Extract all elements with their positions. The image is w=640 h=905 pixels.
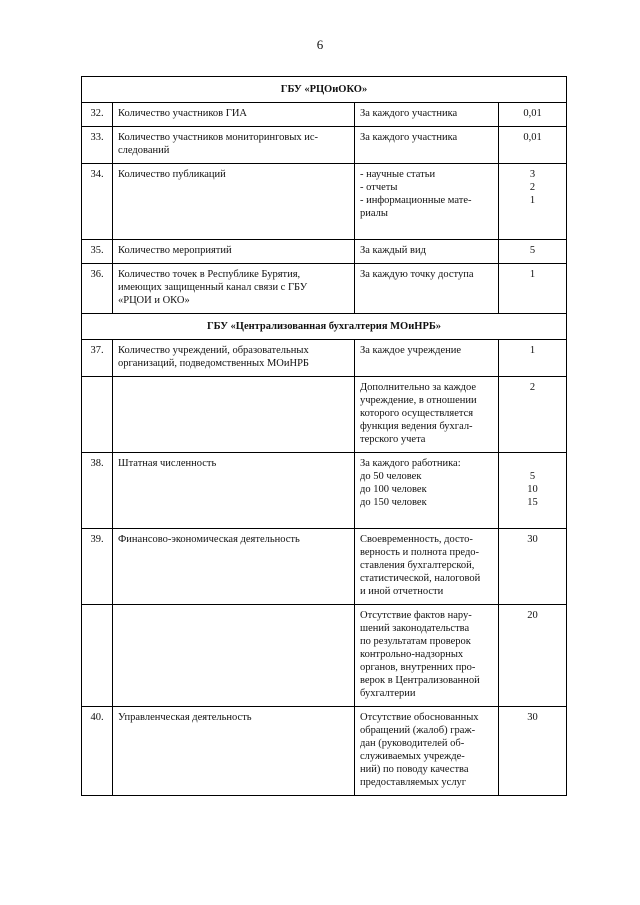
section-title: ГБУ «РЦОиОКО» — [82, 77, 567, 103]
row-number: 35. — [82, 240, 113, 264]
points-cell-line: 30 — [527, 712, 538, 723]
criteria-cell-line: статистической, налоговой — [360, 573, 481, 584]
criteria-cell-line: За каждый вид — [360, 245, 426, 256]
criteria-cell-line: служиваемых учрежде- — [360, 751, 465, 762]
table-row — [82, 127, 567, 164]
table-row — [82, 453, 567, 529]
points-cell — [499, 164, 567, 240]
points-cell — [499, 240, 567, 264]
section-header-row — [82, 314, 567, 340]
row-number: 40. — [82, 707, 113, 796]
indicator-cell-line: Штатная численность — [118, 458, 217, 469]
indicator-cell — [113, 127, 355, 164]
criteria-cell-line — [360, 357, 493, 370]
criteria-cell — [355, 605, 499, 707]
criteria-cell-line: бухгалтерии — [360, 688, 416, 699]
indicator-cell — [113, 340, 355, 377]
section-header-row — [82, 77, 567, 103]
points-cell — [499, 605, 567, 707]
criteria-cell-line: по результатам проверок — [360, 636, 471, 647]
row-number: 36. — [82, 264, 113, 314]
criteria-cell — [355, 240, 499, 264]
criteria-cell-line: За каждого участника — [360, 132, 458, 143]
indicator-cell-line: Количество публикаций — [118, 169, 226, 180]
criteria-cell — [355, 164, 499, 240]
criteria-cell-line: риалы — [360, 208, 388, 219]
row-number — [82, 377, 113, 453]
table-row — [82, 529, 567, 605]
indicator-cell-line: следований — [118, 145, 170, 156]
points-cell-line: 0,01 — [523, 108, 542, 119]
criteria-cell — [355, 707, 499, 796]
criteria-cell-line: контрольно-надзорных — [360, 649, 464, 660]
points-cell-line: 2 — [529, 382, 536, 393]
row-number: 34. — [82, 164, 113, 240]
indicator-cell-line: Количество учреждений, образовательных — [118, 345, 309, 356]
criteria-cell-line: и иной отчетности — [360, 586, 444, 597]
page-number: 6 — [316, 37, 324, 52]
table-row — [82, 164, 567, 240]
criteria-cell-line: органов, внутренних про- — [360, 662, 476, 673]
points-cell-line — [504, 457, 561, 470]
points-cell — [499, 340, 567, 377]
points-cell-line: 2 — [529, 182, 536, 193]
criteria-cell-line: Отсутствие фактов нару- — [360, 610, 472, 621]
criteria-cell-line: верок в Централизованной — [360, 675, 480, 686]
points-cell-line: 20 — [527, 610, 538, 621]
criteria-cell-line: Дополнительно за каждое — [360, 382, 477, 393]
indicator-cell-line: «РЦОИ и ОКО» — [118, 295, 190, 306]
criteria-cell-line: до 150 человек — [360, 497, 427, 508]
table-row — [82, 264, 567, 314]
points-cell — [499, 529, 567, 605]
criteria-cell — [355, 377, 499, 453]
criteria-cell — [355, 529, 499, 605]
points-cell-line: 1 — [529, 345, 536, 356]
indicator-cell-line: Количество точек в Республике Бурятия, — [118, 269, 301, 280]
indicator-cell — [113, 707, 355, 796]
points-cell-line: 3 — [529, 169, 536, 180]
points-cell — [499, 453, 567, 529]
indicator-cell-line: имеющих защищенный канал связи с ГБУ — [118, 282, 308, 293]
indicator-cell — [113, 103, 355, 127]
criteria-cell-line: дан (руководителей об- — [360, 738, 465, 749]
criteria-cell-line: предоставляемых услуг — [360, 777, 467, 788]
criteria-cell-line: За каждое учреждение — [360, 345, 462, 356]
points-cell — [499, 103, 567, 127]
indicator-cell-line: организаций, подведомственных МОиНРБ — [118, 358, 309, 369]
row-number: 39. — [82, 529, 113, 605]
criteria-cell-line: верность и полнота предо- — [360, 547, 480, 558]
indicator-cell-line: Управленческая деятельность — [118, 712, 252, 723]
criteria-cell — [355, 103, 499, 127]
points-cell-line: 1 — [529, 269, 536, 280]
points-cell-line: 5 — [529, 471, 536, 482]
criteria-cell-line: функция ведения бухгал- — [360, 421, 473, 432]
points-cell-line: 30 — [527, 534, 538, 545]
criteria-cell — [355, 127, 499, 164]
points-cell — [499, 377, 567, 453]
criteria-cell-line: обращений (жалоб) граж- — [360, 725, 476, 736]
criteria-table — [81, 76, 567, 796]
indicator-cell — [113, 453, 355, 529]
points-cell-line: 5 — [529, 245, 536, 256]
criteria-cell-line: - отчеты — [360, 182, 398, 193]
row-number: 38. — [82, 453, 113, 529]
points-cell-line: 1 — [529, 195, 536, 206]
criteria-cell-line: Отсутствие обоснованных — [360, 712, 479, 723]
criteria-cell-line: до 100 человек — [360, 484, 427, 495]
table-row — [82, 377, 567, 453]
criteria-cell — [355, 340, 499, 377]
table-row — [82, 340, 567, 377]
criteria-cell-line: - информационные мате- — [360, 195, 472, 206]
criteria-cell-line: ний) по поводу качества — [360, 764, 469, 775]
indicator-cell — [113, 240, 355, 264]
indicator-cell — [113, 377, 355, 453]
criteria-cell-line: - научные статьи — [360, 169, 436, 180]
indicator-cell — [113, 529, 355, 605]
table-row — [82, 103, 567, 127]
indicator-cell — [113, 264, 355, 314]
indicator-cell-line: Финансово-экономическая деятельность — [118, 534, 300, 545]
points-cell — [499, 264, 567, 314]
points-cell-line: 10 — [527, 484, 538, 495]
table-row — [82, 605, 567, 707]
table-row — [82, 240, 567, 264]
section-title: ГБУ «Централизованная бухгалтерия МОиНРБ» — [82, 314, 567, 340]
criteria-cell-line: За каждого участника — [360, 108, 458, 119]
criteria-cell — [355, 453, 499, 529]
criteria-cell-line — [360, 220, 493, 233]
criteria-cell-line — [360, 509, 493, 522]
row-number: 32. — [82, 103, 113, 127]
criteria-cell-line: шений законодательства — [360, 623, 470, 634]
criteria-cell-line: которого осуществляется — [360, 408, 474, 419]
row-number: 33. — [82, 127, 113, 164]
points-cell — [499, 707, 567, 796]
points-cell-line: 15 — [527, 497, 538, 508]
criteria-cell-line: За каждую точку доступа — [360, 269, 474, 280]
indicator-cell-line: Количество участников мониторинговых ис- — [118, 132, 319, 143]
criteria-cell-line: до 50 человек — [360, 471, 422, 482]
criteria-cell-line: За каждого работника: — [360, 458, 461, 469]
indicator-cell-line: Количество участников ГИА — [118, 108, 247, 119]
indicator-cell — [113, 605, 355, 707]
row-number — [82, 605, 113, 707]
indicator-cell — [113, 164, 355, 240]
points-cell — [499, 127, 567, 164]
criteria-cell-line: Своевременность, досто- — [360, 534, 473, 545]
criteria-cell-line: терского учета — [360, 434, 426, 445]
criteria-cell — [355, 264, 499, 314]
points-cell-line: 0,01 — [523, 132, 542, 143]
criteria-cell-line: учреждение, в отношении — [360, 395, 477, 406]
table-row — [82, 707, 567, 796]
indicator-cell-line: Количество мероприятий — [118, 245, 232, 256]
criteria-cell-line: ставления бухгалтерской, — [360, 560, 475, 571]
row-number: 37. — [82, 340, 113, 377]
